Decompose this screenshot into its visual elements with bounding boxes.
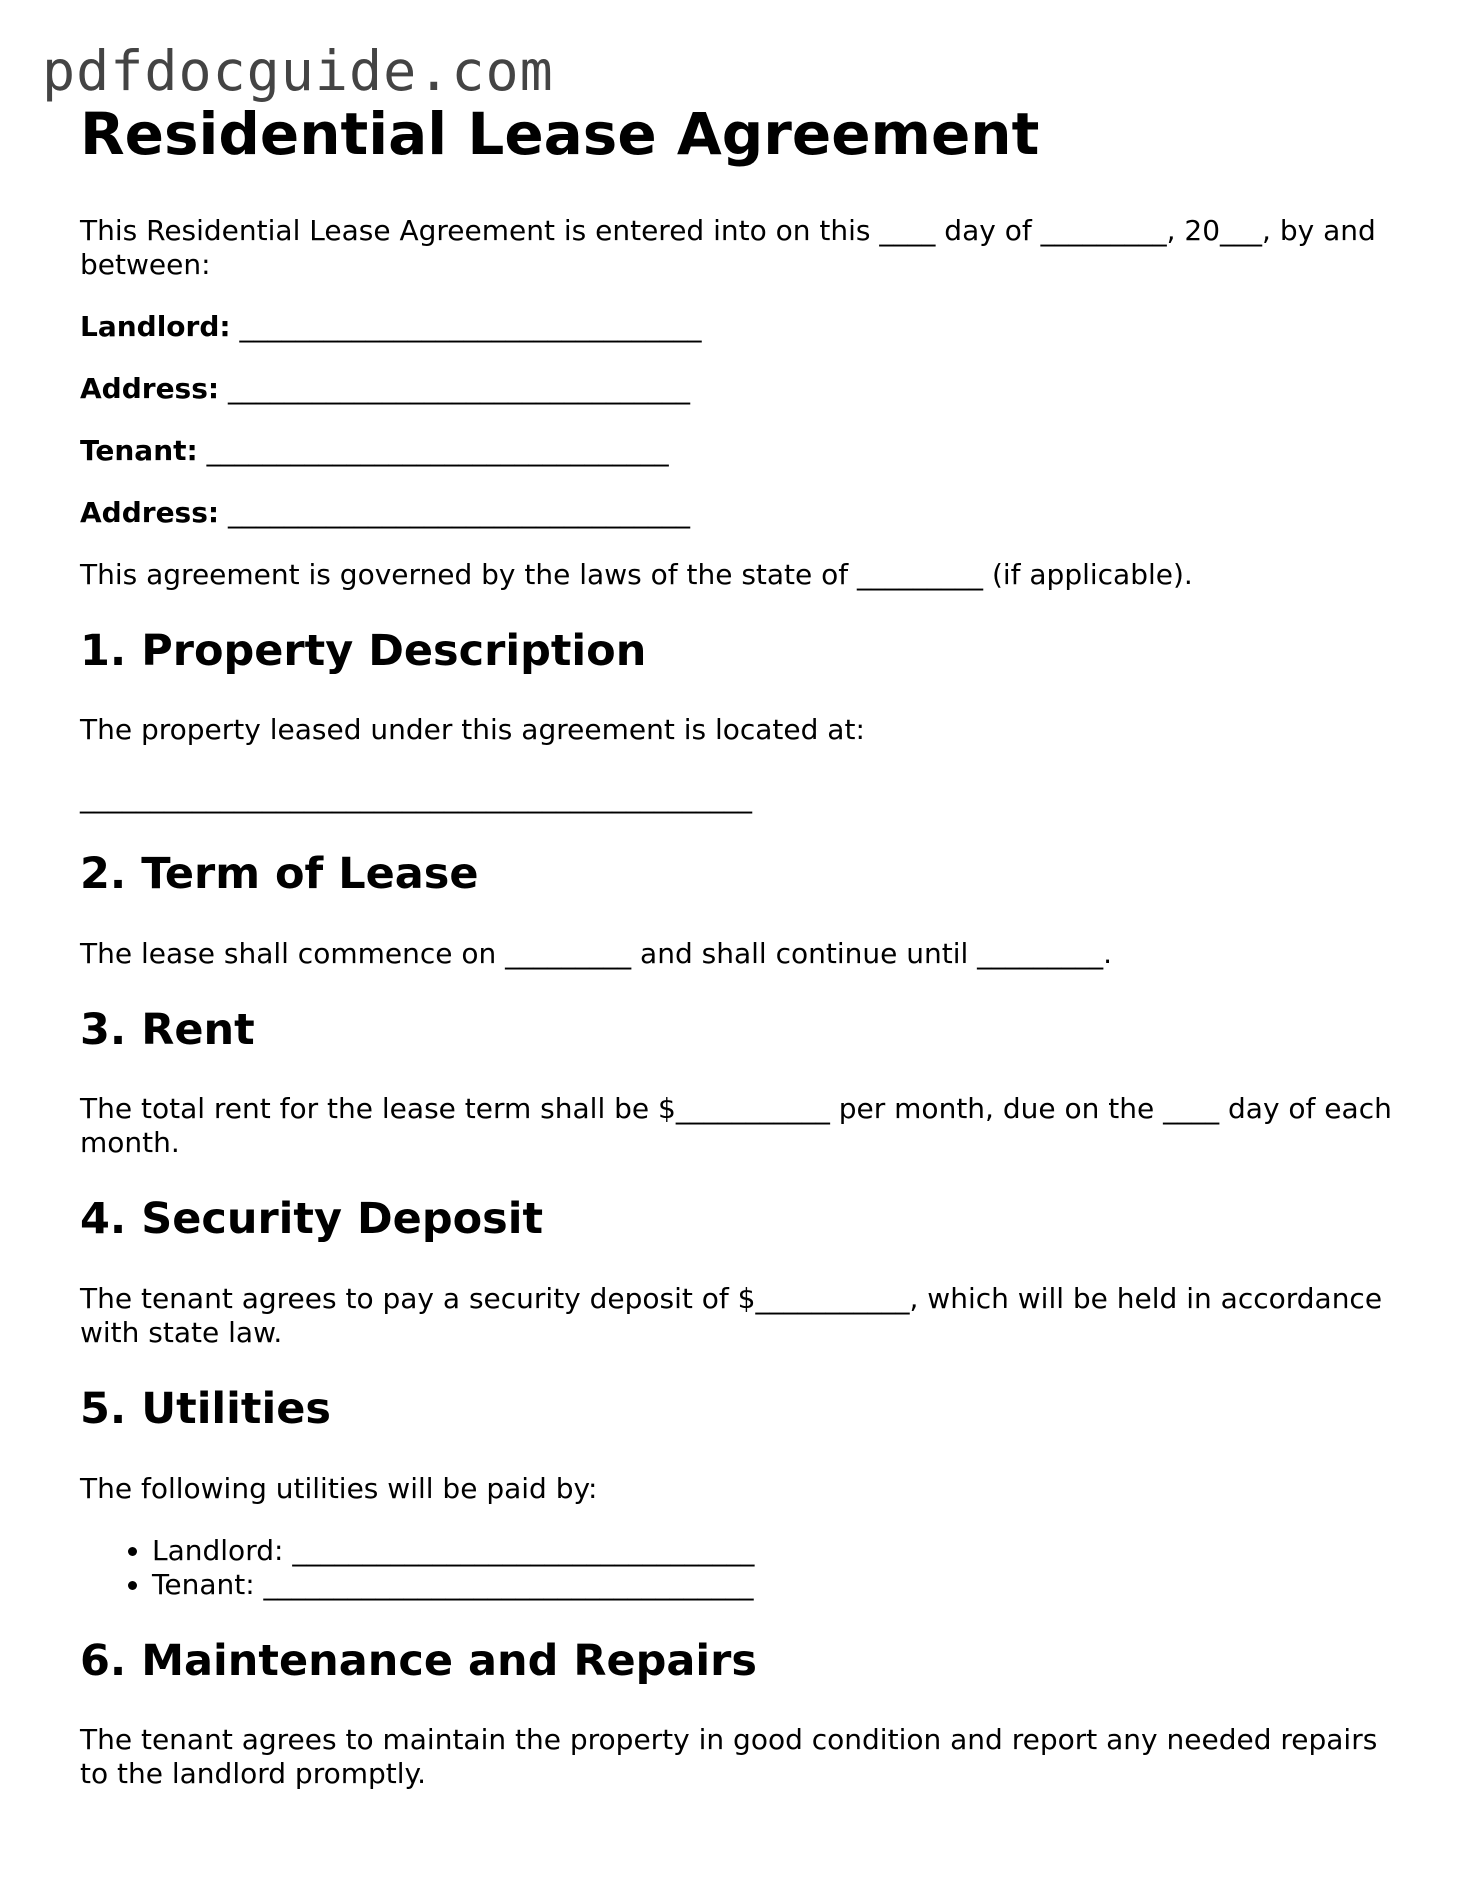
governing-law-paragraph: This agreement is governed by the laws of the state of _________ (if applicable).	[80, 557, 1193, 591]
property-heading: 1. Property Description	[80, 625, 647, 676]
utilities-landlord-item: • Landlord: _________________________________	[152, 1534, 1400, 1568]
deposit-heading: 4. Security Deposit	[80, 1194, 544, 1245]
term-heading: 2. Term of Lease	[80, 849, 479, 900]
utilities-tenant-item: • Tenant: ___________________________________	[152, 1568, 1400, 1602]
landlord-address-line	[80, 372, 1400, 406]
landlord-line	[80, 310, 1400, 344]
tenant-address-label: Address:	[80, 495, 220, 529]
landlord-address-blank: _________________________________	[228, 371, 690, 405]
landlord-address-label: Address:	[80, 371, 220, 405]
intro-paragraph: This Residential Lease Agreement is entered into on this ____ day of _________, 20___, by and between:	[80, 213, 1376, 281]
lease-document	[80, 100, 1400, 1791]
tenant-line	[80, 434, 1400, 468]
document-title: Residential Lease Agreement	[80, 100, 1040, 168]
utilities-heading: 5. Utilities	[80, 1383, 331, 1434]
rent-text: The total rent for the lease term shall be $___________ per month, due on the ____ day of each month.	[80, 1092, 1392, 1160]
tenant-blank: _________________________________	[206, 433, 669, 467]
property-text: The property leased under this agreement is located at:	[80, 713, 865, 747]
tenant-address-blank: _________________________________	[228, 495, 690, 529]
landlord-label: Landlord:	[80, 309, 231, 343]
utilities-list	[80, 1534, 1400, 1602]
maintenance-heading: 6. Maintenance and Repairs	[80, 1635, 757, 1686]
maintenance-text: The tenant agrees to maintain the property in good condition and report any needed repairs to the landlord promptly.	[80, 1723, 1378, 1791]
tenant-address-line	[80, 496, 1400, 530]
utilities-text: The following utilities will be paid by:	[80, 1471, 598, 1505]
term-text: The lease shall commence on _________ and shall continue until _________.	[80, 936, 1113, 970]
site-watermark: pdfdocguide.com	[42, 39, 554, 103]
landlord-blank: _________________________________	[239, 309, 702, 343]
property-address-blank: ________________________________________________	[80, 781, 752, 815]
rent-heading: 3. Rent	[80, 1004, 255, 1055]
tenant-label: Tenant:	[80, 433, 198, 467]
deposit-text: The tenant agrees to pay a security deposit of $___________, which will be held in accordance with state law.	[80, 1281, 1383, 1349]
